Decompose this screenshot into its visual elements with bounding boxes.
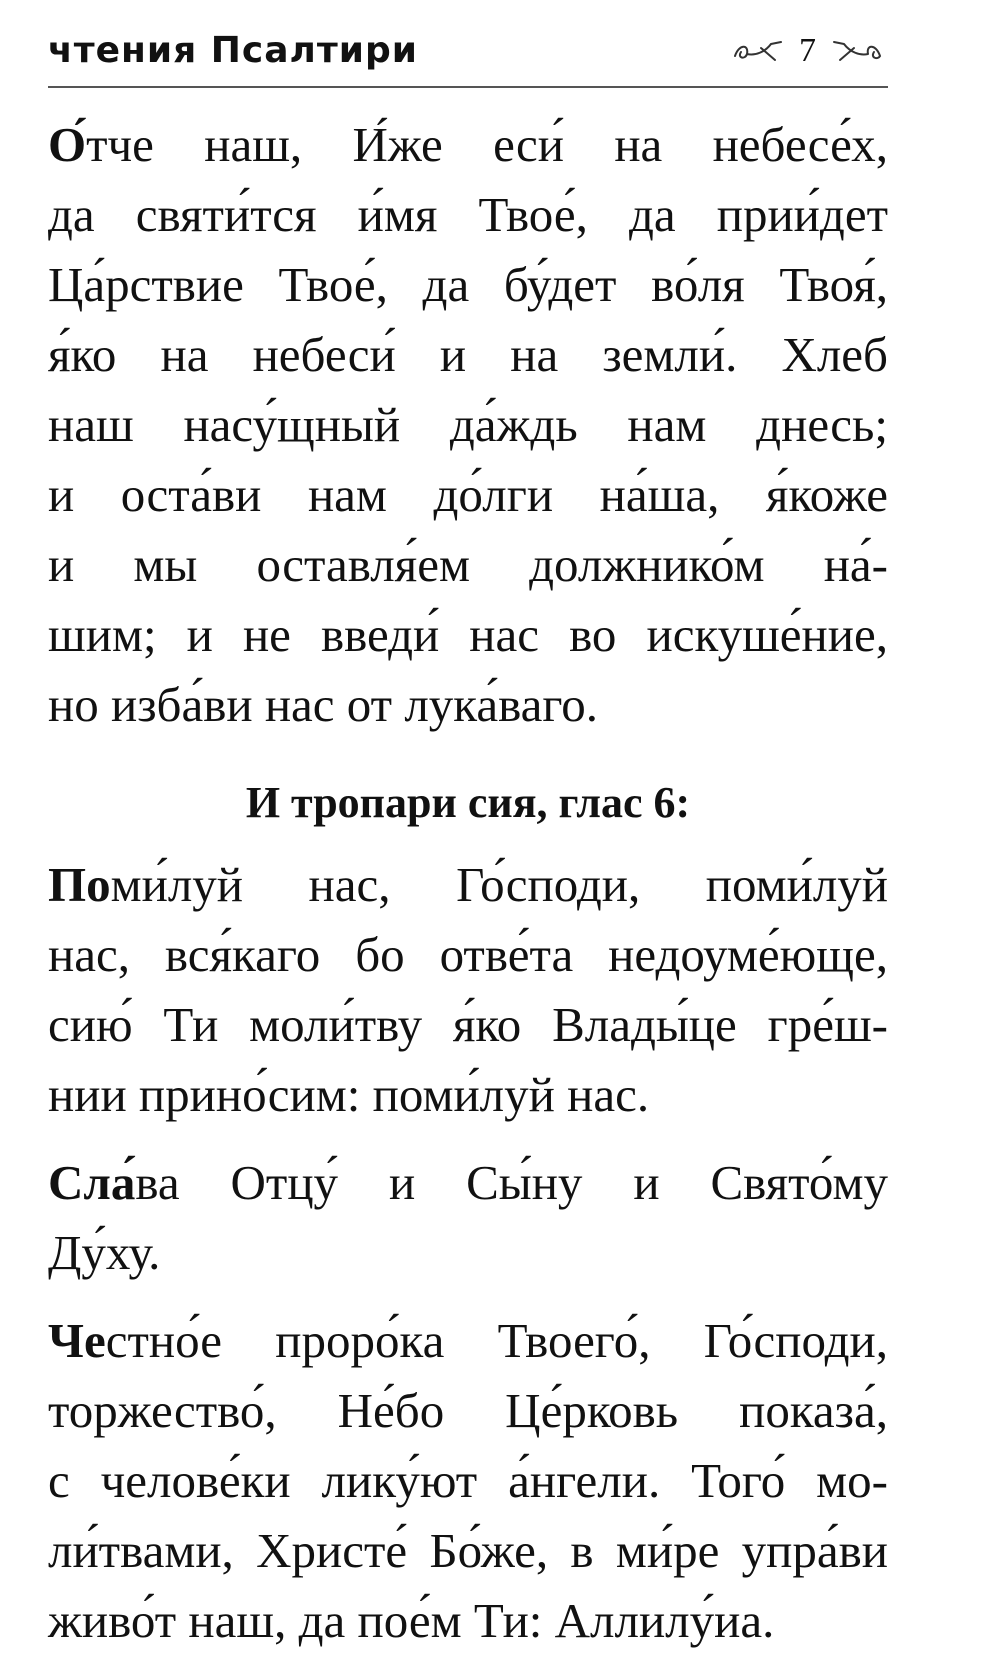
troparion-prophet-paragraph xyxy=(48,1306,888,1656)
glory-paragraph xyxy=(48,1148,888,1288)
page-folio xyxy=(731,32,884,70)
right-flourish-icon xyxy=(830,38,884,64)
text-line: да святи́тся и́мя Твое́, да прии́дет xyxy=(48,187,888,242)
troparion-mercy-paragraph xyxy=(48,850,888,1130)
text-line: ми́луй нас, Го́споди, поми́луй xyxy=(110,857,888,912)
book-page xyxy=(48,26,888,1656)
left-flourish-icon xyxy=(731,38,785,64)
running-head xyxy=(48,26,888,88)
glory-lead: Сла́ xyxy=(48,1155,136,1210)
text-line: живо́т наш, да пое́м Ти: Аллилу́иа. xyxy=(48,1593,775,1648)
text-line: сию́ Ти моли́тву я́ко Влады́це гре́ш- xyxy=(48,997,888,1052)
text-line: наш насу́щный да́ждь нам днесь; xyxy=(48,397,888,452)
page-number: 7 xyxy=(799,32,816,69)
troparion-prophet-lead: Че xyxy=(48,1313,106,1368)
text-line: нас, вся́каго бо отве́та недоуме́юще, xyxy=(48,927,888,982)
text-line: тче наш, И́же еси́ на небесе́х, xyxy=(86,117,888,172)
text-line: торжество́, Не́бо Це́рковь показа́, xyxy=(48,1383,888,1438)
lords-prayer-lead: О́ xyxy=(48,117,87,172)
text-line: ли́твами, Христе́ Бо́же, в ми́ре упра́ви xyxy=(48,1523,888,1578)
running-title: чтения Псалтири xyxy=(48,30,418,71)
text-line: и мы оставля́ем должнико́м на́- xyxy=(48,537,888,592)
text-line: шим; и не введи́ нас во искуше́ние, xyxy=(48,607,888,662)
troparion-mercy-lead: По xyxy=(48,857,111,912)
text-line: Ца́рствие Твое́, да бу́дет во́ля Твоя́, xyxy=(48,257,888,312)
text-line: стно́е проро́ка Твоего́, Го́споди, xyxy=(105,1313,888,1368)
text-line: ва Отцу́ и Сы́ну и Свято́му xyxy=(135,1155,888,1210)
text-line: с челове́ки лику́ют а́нгели. Того́ мо- xyxy=(48,1453,888,1508)
text-line: нии прино́сим: поми́луй нас. xyxy=(48,1067,650,1122)
text-line: я́ко на небеси́ и на земли́. Хлеб xyxy=(48,327,888,382)
text-line: Ду́ху. xyxy=(48,1225,161,1280)
lords-prayer-paragraph xyxy=(48,110,888,740)
troparia-heading: И тропари сия, глас 6: xyxy=(245,778,691,827)
text-line: и оста́ви нам до́лги на́ша, я́коже xyxy=(48,467,888,522)
text-line: но изба́ви нас от лука́ваго. xyxy=(48,677,598,732)
